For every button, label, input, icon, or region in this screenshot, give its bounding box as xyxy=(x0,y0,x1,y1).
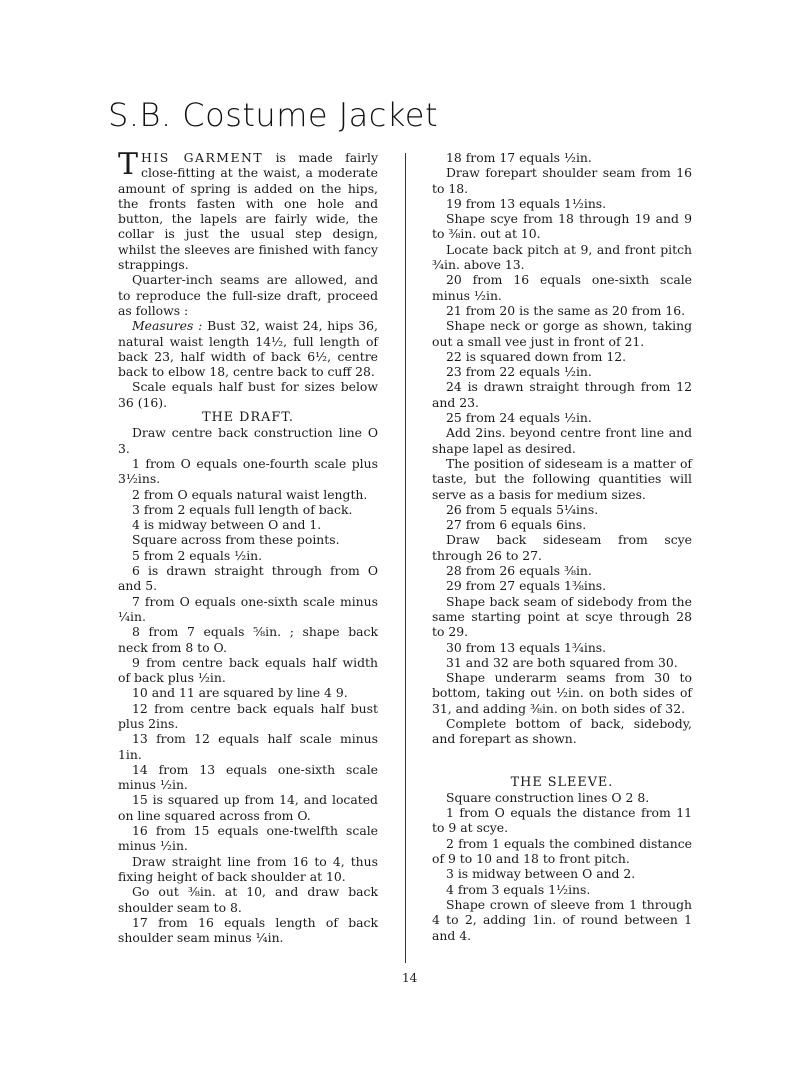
draft-step: 15 is squared up from 14, and located on line squared across from O. xyxy=(118,792,378,823)
draft-step: 2 from O equals natural waist length. xyxy=(132,486,368,502)
draft-step: Shape neck or gorge as shown, taking out a small vee just in front of 21. xyxy=(432,318,692,349)
draft-step: 20 from 16 equals one-sixth scale minus ½in. xyxy=(432,272,692,303)
left-column xyxy=(118,147,378,946)
seams-paragraph: Quarter-inch seams are allowed, and to reproduce the full-size draft, proceed as follows : xyxy=(118,272,378,318)
draft-step: The position of sideseam is a matter of taste, but the following quantities will serve as a basis for medium sizes. xyxy=(432,455,692,502)
draft-step: 26 from 5 equals 5¼ins. xyxy=(446,501,599,517)
draft-step: 16 from 15 equals one-twelfth scale minus ½in. xyxy=(118,823,378,854)
draft-step: 31 and 32 are both squared from 30. xyxy=(446,654,678,670)
draft-step: 1 from O equals one-fourth scale plus 3½ins. xyxy=(118,455,378,487)
draft-step: 3 from 2 equals full length of back. xyxy=(132,501,353,517)
draft-right-steps xyxy=(432,150,692,747)
sleeve-step: Shape crown of sleeve from 1 through 4 to 2, adding 1in. of round between 1 and 4. xyxy=(432,896,692,943)
sleeve-step: 3 is midway between O and 2. xyxy=(446,866,636,882)
draft-step: 4 is midway between O and 1. xyxy=(132,517,322,533)
draft-step: 22 is squared down from 12. xyxy=(446,348,627,364)
sleeve-steps xyxy=(432,790,692,943)
sleeve-heading: THE SLEEVE. xyxy=(510,774,614,790)
intro-paragraph xyxy=(118,147,378,273)
draft-step: 12 from centre back equals half bust plus 2ins. xyxy=(118,700,378,731)
draft-step: Locate back pitch at 9, and front pitch ¾in. above 13. xyxy=(432,241,692,273)
draft-step: Draw forepart shoulder seam from 16 to 18. xyxy=(432,165,692,196)
draft-step: Draw back sideseam from scye through 26 to 27. xyxy=(432,532,692,563)
draft-left-steps xyxy=(118,425,378,945)
draft-step: 14 from 13 equals one-sixth scale minus ½in. xyxy=(118,761,378,793)
draft-step: Shape underarm seams from 30 to bottom, taking out ½in. on both sides of 31, and adding ⅜in. on both sides of 32. xyxy=(432,670,692,716)
draft-step: Shape scye from 18 through 19 and 9 to ⅜in. out at 10. xyxy=(432,211,692,242)
page-number: 14 xyxy=(402,971,418,985)
draft-step: Draw centre back construction line O 3. xyxy=(118,425,378,456)
draft-step: 5 from 2 equals ½in. xyxy=(132,547,263,563)
sleeve-step: 2 from 1 equals the combined distance of 9 to 10 and 18 to front pitch. xyxy=(432,835,692,867)
sleeve-step: 1 from O equals the distance from 11 to 9 at scye. xyxy=(432,805,692,836)
intro-text: is made fairly close-fitting at the waist, a moderate amount of spring is added on the hips, the fronts fasten with one hole and button, the lapels are fairly wide, the collar is just the usual step design, whilst the sleeves are finished with fancy strappings. xyxy=(118,150,378,273)
measures-paragraph xyxy=(118,318,378,379)
draft-step: 13 from 12 equals half scale minus 1in. xyxy=(118,731,378,762)
draft-step: 25 from 24 equals ½in. xyxy=(446,410,592,426)
draft-step: 28 from 26 equals ⅜in. xyxy=(446,563,592,579)
scale-paragraph: Scale equals half bust for sizes below 36 (16). xyxy=(118,379,378,410)
draft-step: 7 from O equals one-sixth scale minus ¼in. xyxy=(118,593,378,624)
sleeve-step: 4 from 3 equals 1½ins. xyxy=(446,881,591,897)
draft-step: Draw straight line from 16 to 4, thus fixing height of back shoulder at 10. xyxy=(118,853,378,884)
drop-cap: T xyxy=(118,147,139,182)
draft-step: 8 from 7 equals ⅝in. ; shape back neck from 8 to O. xyxy=(118,624,378,655)
sleeve-step: Square construction lines O 2 8. xyxy=(446,789,650,805)
draft-step: 21 from 20 is the same as 20 from 16. xyxy=(446,302,686,318)
draft-step: Shape back seam of sidebody from the same starting point at scye through 28 to 29. xyxy=(432,593,692,640)
draft-heading: THE DRAFT. xyxy=(202,410,294,426)
draft-step: 24 is drawn straight through from 12 and 23. xyxy=(432,379,692,410)
draft-step: Add 2ins. beyond centre front line and shape lapel as desired. xyxy=(432,425,692,456)
draft-step: Complete bottom of back, sidebody, and forepart as shown. xyxy=(432,715,692,747)
draft-step: Go out ⅜in. at 10, and draw back shoulder seam to 8. xyxy=(118,884,378,915)
right-column xyxy=(432,150,692,943)
draft-step: 27 from 6 equals 6ins. xyxy=(446,517,587,533)
draft-step: 29 from 27 equals 1⅜ins. xyxy=(446,578,607,594)
draft-step: 9 from centre back equals half width of back plus ½in. xyxy=(118,654,378,686)
page-title: S.B. Costume Jacket xyxy=(108,96,438,134)
draft-step: 23 from 22 equals ½in. xyxy=(446,364,592,380)
draft-step: Square across from these points. xyxy=(132,532,340,548)
intro-first-word: HIS GARMENT xyxy=(141,150,264,165)
draft-step: 19 from 13 equals 1½ins. xyxy=(446,195,607,211)
draft-step: 17 from 16 equals length of back shoulder seam minus ¼in. xyxy=(118,914,378,946)
draft-step: 6 is drawn straight through from O and 5. xyxy=(118,563,378,594)
draft-step: 10 and 11 are squared by line 4 9. xyxy=(132,685,348,701)
column-divider xyxy=(405,153,406,963)
measures-text: Bust 32, waist 24, hips 36, natural waist length 14½, full length of back 23, half width of back 6½, centre back to elbow 18, centre back to cuff 28. xyxy=(118,318,378,380)
draft-step: 30 from 13 equals 1¾ins. xyxy=(446,639,607,655)
draft-step: 18 from 17 equals ½in. xyxy=(446,150,592,165)
measures-label: Measures : xyxy=(132,318,203,334)
